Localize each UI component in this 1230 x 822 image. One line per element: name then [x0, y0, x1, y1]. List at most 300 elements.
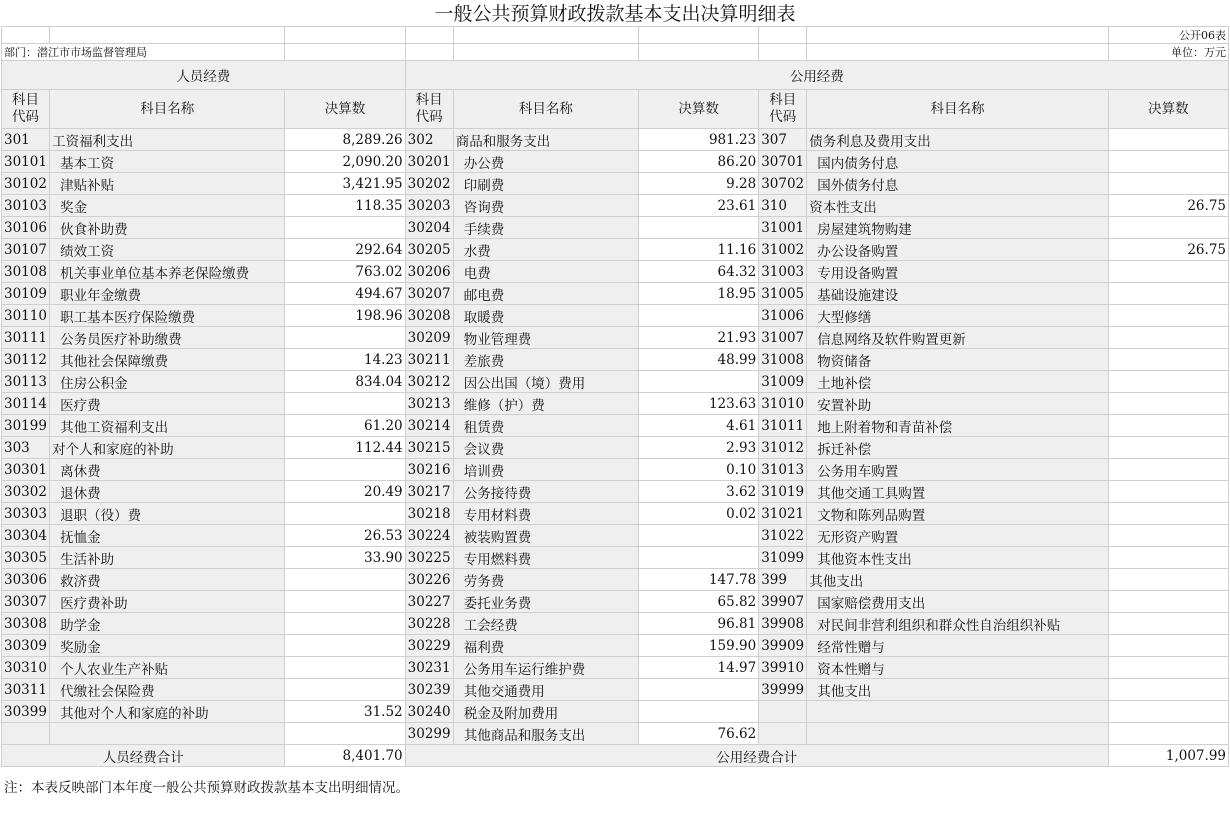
capital-code: 31013 — [759, 459, 807, 481]
personnel-item-name: 基本工资 — [50, 151, 285, 173]
table-row — [2, 217, 1229, 239]
capital-code: 30702 — [759, 173, 807, 195]
goods-amount: 76.62 — [639, 723, 759, 745]
table-row — [2, 305, 1229, 327]
capital-amount — [1108, 547, 1228, 569]
goods-amount: 0.10 — [639, 459, 759, 481]
goods-code: 30225 — [405, 547, 453, 569]
personnel-amount: 763.02 — [285, 261, 405, 283]
capital-item-name: 资本性赠与 — [807, 657, 1108, 679]
goods-item-name: 租赁费 — [453, 415, 638, 437]
goods-item-name: 其他商品和服务支出 — [453, 723, 638, 745]
personnel-amount — [285, 635, 405, 657]
personnel-code: 30303 — [2, 503, 50, 525]
capital-amount — [1108, 305, 1228, 327]
table-row — [2, 393, 1229, 415]
capital-amount — [1108, 437, 1228, 459]
goods-code: 30228 — [405, 613, 453, 635]
amount-column-header: 决算数 — [639, 90, 759, 129]
personnel-item-name: 奖励金 — [50, 635, 285, 657]
capital-code: 31012 — [759, 437, 807, 459]
capital-code: 39908 — [759, 613, 807, 635]
capital-item-name: 房屋建筑物购建 — [807, 217, 1108, 239]
capital-amount — [1108, 591, 1228, 613]
goods-amount: 3.62 — [639, 481, 759, 503]
goods-item-name: 邮电费 — [453, 283, 638, 305]
code-column-header: 科目 代码 — [2, 90, 50, 129]
goods-item-name: 福利费 — [453, 635, 638, 657]
personnel-code: 30106 — [2, 217, 50, 239]
capital-code: 31019 — [759, 481, 807, 503]
goods-amount: 21.93 — [639, 327, 759, 349]
table-row — [2, 503, 1229, 525]
goods-item-name: 差旅费 — [453, 349, 638, 371]
personnel-amount — [285, 657, 405, 679]
personnel-item-name: 其他对个人和家庭的补助 — [50, 701, 285, 723]
capital-amount: 26.75 — [1108, 195, 1228, 217]
table-row — [2, 679, 1229, 701]
capital-amount — [1108, 217, 1228, 239]
table-row — [2, 481, 1229, 503]
table-row — [2, 151, 1229, 173]
goods-item-name: 水费 — [453, 239, 638, 261]
capital-code: 31002 — [759, 239, 807, 261]
capital-item-name: 文物和陈列品购置 — [807, 503, 1108, 525]
goods-item-name: 其他交通费用 — [453, 679, 638, 701]
personnel-code: 30112 — [2, 349, 50, 371]
personnel-code: 30114 — [2, 393, 50, 415]
capital-amount — [1108, 151, 1228, 173]
goods-item-name: 物业管理费 — [453, 327, 638, 349]
personnel-amount: 118.35 — [285, 195, 405, 217]
capital-item-name — [807, 701, 1108, 723]
capital-item-name: 大型修缮 — [807, 305, 1108, 327]
goods-amount: 9.28 — [639, 173, 759, 195]
public-total-label: 公用经费合计 — [405, 745, 1108, 767]
goods-amount: 4.61 — [639, 415, 759, 437]
personnel-code: 30113 — [2, 371, 50, 393]
code-column-header: 科目 代码 — [759, 90, 807, 129]
personnel-code: 30307 — [2, 591, 50, 613]
capital-item-name: 国外债务付息 — [807, 173, 1108, 195]
capital-code: 31011 — [759, 415, 807, 437]
goods-amount: 11.16 — [639, 239, 759, 261]
goods-item-name: 被装购置费 — [453, 525, 638, 547]
capital-amount — [1108, 459, 1228, 481]
personnel-total-label: 人员经费合计 — [2, 745, 285, 767]
personnel-amount: 494.67 — [285, 283, 405, 305]
goods-amount: 14.97 — [639, 657, 759, 679]
personnel-amount — [285, 503, 405, 525]
capital-code: 399 — [759, 569, 807, 591]
personnel-item-name: 其他社会保障缴费 — [50, 349, 285, 371]
capital-code: 31003 — [759, 261, 807, 283]
capital-amount — [1108, 393, 1228, 415]
capital-amount — [1108, 525, 1228, 547]
capital-code: 31007 — [759, 327, 807, 349]
goods-item-name: 公务接待费 — [453, 481, 638, 503]
goods-item-name: 商品和服务支出 — [453, 129, 638, 151]
capital-code: 31021 — [759, 503, 807, 525]
goods-code: 30208 — [405, 305, 453, 327]
capital-item-name: 安置补助 — [807, 393, 1108, 415]
goods-code: 30204 — [405, 217, 453, 239]
capital-amount — [1108, 173, 1228, 195]
capital-amount — [1108, 657, 1228, 679]
form-number: 公开06表 — [1108, 27, 1228, 44]
goods-amount: 23.61 — [639, 195, 759, 217]
personnel-item-name: 奖金 — [50, 195, 285, 217]
capital-code: 31009 — [759, 371, 807, 393]
capital-item-name: 经常性赠与 — [807, 635, 1108, 657]
table-row — [2, 173, 1229, 195]
table-row — [2, 239, 1229, 261]
personnel-code — [2, 723, 50, 745]
personnel-code: 30109 — [2, 283, 50, 305]
goods-amount: 123.63 — [639, 393, 759, 415]
capital-item-name — [807, 723, 1108, 745]
personnel-code: 30308 — [2, 613, 50, 635]
personnel-item-name: 退职（役）费 — [50, 503, 285, 525]
goods-code: 30213 — [405, 393, 453, 415]
capital-item-name: 土地补偿 — [807, 371, 1108, 393]
goods-code: 30207 — [405, 283, 453, 305]
personnel-amount: 33.90 — [285, 547, 405, 569]
personnel-code: 30304 — [2, 525, 50, 547]
capital-amount — [1108, 635, 1228, 657]
capital-item-name: 专用设备购置 — [807, 261, 1108, 283]
personnel-amount: 61.20 — [285, 415, 405, 437]
personnel-total-value: 8,401.70 — [285, 745, 405, 767]
goods-item-name: 咨询费 — [453, 195, 638, 217]
personnel-amount — [285, 591, 405, 613]
personnel-item-name: 抚恤金 — [50, 525, 285, 547]
personnel-code: 30302 — [2, 481, 50, 503]
personnel-section-header: 人员经费 — [2, 61, 406, 90]
personnel-item-name: 助学金 — [50, 613, 285, 635]
goods-amount: 65.82 — [639, 591, 759, 613]
personnel-item-name: 救济费 — [50, 569, 285, 591]
personnel-item-name: 其他工资福利支出 — [50, 415, 285, 437]
personnel-code: 30301 — [2, 459, 50, 481]
table-row — [2, 349, 1229, 371]
personnel-amount: 3,421.95 — [285, 173, 405, 195]
personnel-amount: 198.96 — [285, 305, 405, 327]
goods-item-name: 劳务费 — [453, 569, 638, 591]
unit-label: 单位：万元 — [1108, 44, 1228, 61]
capital-item-name: 债务利息及费用支出 — [807, 129, 1108, 151]
goods-amount — [639, 371, 759, 393]
personnel-item-name: 职工基本医疗保险缴费 — [50, 305, 285, 327]
capital-amount — [1108, 679, 1228, 701]
capital-item-name: 其他支出 — [807, 569, 1108, 591]
table-row — [2, 525, 1229, 547]
name-column-header: 科目名称 — [807, 90, 1108, 129]
personnel-code: 303 — [2, 437, 50, 459]
table-row — [2, 437, 1229, 459]
capital-item-name: 其他交通工具购置 — [807, 481, 1108, 503]
goods-amount — [639, 679, 759, 701]
code-column-header: 科目 代码 — [405, 90, 453, 129]
capital-amount — [1108, 349, 1228, 371]
capital-code: 307 — [759, 129, 807, 151]
personnel-code: 30399 — [2, 701, 50, 723]
name-column-header: 科目名称 — [50, 90, 285, 129]
capital-code: 31010 — [759, 393, 807, 415]
goods-item-name: 会议费 — [453, 437, 638, 459]
capital-item-name: 地上附着物和青苗补偿 — [807, 415, 1108, 437]
goods-item-name: 委托业务费 — [453, 591, 638, 613]
goods-code: 30231 — [405, 657, 453, 679]
capital-item-name: 国内债务付息 — [807, 151, 1108, 173]
goods-code: 30211 — [405, 349, 453, 371]
capital-amount — [1108, 569, 1228, 591]
table-row — [2, 371, 1229, 393]
goods-amount: 86.20 — [639, 151, 759, 173]
goods-amount: 981.23 — [639, 129, 759, 151]
personnel-code: 30107 — [2, 239, 50, 261]
personnel-code: 30103 — [2, 195, 50, 217]
goods-item-name: 维修（护）费 — [453, 393, 638, 415]
table-row — [2, 415, 1229, 437]
personnel-amount: 834.04 — [285, 371, 405, 393]
capital-code: 31008 — [759, 349, 807, 371]
goods-amount — [639, 217, 759, 239]
personnel-code: 30111 — [2, 327, 50, 349]
personnel-item-name: 工资福利支出 — [50, 129, 285, 151]
goods-item-name: 印刷费 — [453, 173, 638, 195]
capital-amount — [1108, 371, 1228, 393]
goods-item-name: 工会经费 — [453, 613, 638, 635]
goods-code: 30240 — [405, 701, 453, 723]
capital-amount: 26.75 — [1108, 239, 1228, 261]
capital-amount — [1108, 701, 1228, 723]
name-column-header: 科目名称 — [453, 90, 638, 129]
personnel-item-name — [50, 723, 285, 745]
goods-item-name: 培训费 — [453, 459, 638, 481]
capital-code: 31022 — [759, 525, 807, 547]
personnel-code: 30306 — [2, 569, 50, 591]
personnel-amount: 292.64 — [285, 239, 405, 261]
department-label: 部门：潜江市市场监督管理局 — [2, 44, 285, 61]
table-row — [2, 129, 1229, 151]
table-row — [2, 547, 1229, 569]
personnel-code: 30311 — [2, 679, 50, 701]
public-total-value: 1,007.99 — [1108, 745, 1228, 767]
table-row — [2, 283, 1229, 305]
expenditure-table — [1, 26, 1229, 767]
goods-code: 30215 — [405, 437, 453, 459]
personnel-item-name: 对个人和家庭的补助 — [50, 437, 285, 459]
capital-item-name: 其他支出 — [807, 679, 1108, 701]
personnel-code: 30110 — [2, 305, 50, 327]
personnel-amount — [285, 723, 405, 745]
goods-code: 30216 — [405, 459, 453, 481]
goods-item-name: 税金及附加费用 — [453, 701, 638, 723]
goods-amount: 96.81 — [639, 613, 759, 635]
goods-code: 30299 — [405, 723, 453, 745]
personnel-item-name: 医疗费补助 — [50, 591, 285, 613]
capital-item-name: 无形资产购置 — [807, 525, 1108, 547]
table-row — [2, 701, 1229, 723]
goods-code: 30203 — [405, 195, 453, 217]
goods-amount: 2.93 — [639, 437, 759, 459]
goods-amount: 147.78 — [639, 569, 759, 591]
personnel-amount — [285, 613, 405, 635]
personnel-item-name: 伙食补助费 — [50, 217, 285, 239]
capital-item-name: 国家赔偿费用支出 — [807, 591, 1108, 613]
personnel-code: 30199 — [2, 415, 50, 437]
goods-code: 30218 — [405, 503, 453, 525]
capital-code: 39999 — [759, 679, 807, 701]
personnel-code: 30305 — [2, 547, 50, 569]
goods-code: 30206 — [405, 261, 453, 283]
capital-item-name: 公务用车购置 — [807, 459, 1108, 481]
goods-amount — [639, 525, 759, 547]
table-row — [2, 569, 1229, 591]
goods-code: 30201 — [405, 151, 453, 173]
capital-code: 30701 — [759, 151, 807, 173]
goods-item-name: 专用燃料费 — [453, 547, 638, 569]
personnel-item-name: 住房公积金 — [50, 371, 285, 393]
goods-amount: 48.99 — [639, 349, 759, 371]
table-row — [2, 195, 1229, 217]
public-section-header: 公用经费 — [405, 61, 1228, 90]
personnel-item-name: 机关事业单位基本养老保险缴费 — [50, 261, 285, 283]
personnel-amount: 8,289.26 — [285, 129, 405, 151]
capital-item-name: 其他资本性支出 — [807, 547, 1108, 569]
capital-code: 31005 — [759, 283, 807, 305]
personnel-item-name: 生活补助 — [50, 547, 285, 569]
personnel-amount — [285, 679, 405, 701]
capital-code: 31001 — [759, 217, 807, 239]
personnel-amount: 2,090.20 — [285, 151, 405, 173]
personnel-item-name: 离休费 — [50, 459, 285, 481]
capital-item-name: 基础设施建设 — [807, 283, 1108, 305]
capital-item-name: 资本性支出 — [807, 195, 1108, 217]
goods-amount — [639, 547, 759, 569]
goods-code: 30229 — [405, 635, 453, 657]
goods-code: 30217 — [405, 481, 453, 503]
goods-code: 30205 — [405, 239, 453, 261]
capital-amount — [1108, 481, 1228, 503]
table-row — [2, 723, 1229, 745]
capital-amount — [1108, 415, 1228, 437]
goods-item-name: 办公费 — [453, 151, 638, 173]
personnel-amount: 14.23 — [285, 349, 405, 371]
capital-code — [759, 723, 807, 745]
personnel-item-name: 公务员医疗补助缴费 — [50, 327, 285, 349]
capital-amount — [1108, 503, 1228, 525]
amount-column-header: 决算数 — [1108, 90, 1228, 129]
goods-code: 30224 — [405, 525, 453, 547]
personnel-amount — [285, 459, 405, 481]
goods-code: 302 — [405, 129, 453, 151]
personnel-item-name: 职业年金缴费 — [50, 283, 285, 305]
capital-amount — [1108, 129, 1228, 151]
capital-item-name: 办公设备购置 — [807, 239, 1108, 261]
goods-code: 30209 — [405, 327, 453, 349]
goods-item-name: 专用材料费 — [453, 503, 638, 525]
capital-code: 31006 — [759, 305, 807, 327]
capital-amount — [1108, 327, 1228, 349]
personnel-code: 301 — [2, 129, 50, 151]
report-title: 一般公共预算财政拨款基本支出决算明细表 — [434, 3, 796, 25]
goods-item-name: 手续费 — [453, 217, 638, 239]
capital-code — [759, 701, 807, 723]
goods-code: 30226 — [405, 569, 453, 591]
capital-code: 39910 — [759, 657, 807, 679]
personnel-code: 30102 — [2, 173, 50, 195]
table-row — [2, 261, 1229, 283]
table-row — [2, 635, 1229, 657]
capital-code: 310 — [759, 195, 807, 217]
goods-amount — [639, 701, 759, 723]
goods-item-name: 公务用车运行维护费 — [453, 657, 638, 679]
totals-row — [2, 745, 1229, 767]
personnel-amount — [285, 393, 405, 415]
goods-amount: 159.90 — [639, 635, 759, 657]
capital-code: 39907 — [759, 591, 807, 613]
capital-item-name: 拆迁补偿 — [807, 437, 1108, 459]
goods-code: 30202 — [405, 173, 453, 195]
personnel-amount — [285, 217, 405, 239]
capital-code: 39909 — [759, 635, 807, 657]
capital-item-name: 对民间非营利组织和群众性自治组织补贴 — [807, 613, 1108, 635]
personnel-amount: 26.53 — [285, 525, 405, 547]
personnel-code: 30309 — [2, 635, 50, 657]
capital-item-name: 物资储备 — [807, 349, 1108, 371]
table-row — [2, 459, 1229, 481]
personnel-item-name: 医疗费 — [50, 393, 285, 415]
goods-code: 30214 — [405, 415, 453, 437]
table-row — [2, 327, 1229, 349]
capital-amount — [1108, 283, 1228, 305]
capital-code: 31099 — [759, 547, 807, 569]
personnel-amount: 20.49 — [285, 481, 405, 503]
table-row — [2, 591, 1229, 613]
personnel-amount: 31.52 — [285, 701, 405, 723]
personnel-code: 30101 — [2, 151, 50, 173]
goods-item-name: 电费 — [453, 261, 638, 283]
goods-amount: 64.32 — [639, 261, 759, 283]
table-note: 注：本表反映部门本年度一般公共预算财政拨款基本支出明细情况。 — [4, 780, 409, 796]
amount-column-header: 决算数 — [285, 90, 405, 129]
table-row — [2, 657, 1229, 679]
personnel-item-name: 津贴补贴 — [50, 173, 285, 195]
personnel-code: 30108 — [2, 261, 50, 283]
goods-amount — [639, 305, 759, 327]
goods-code: 30239 — [405, 679, 453, 701]
personnel-item-name: 代缴社会保险费 — [50, 679, 285, 701]
personnel-amount — [285, 569, 405, 591]
goods-item-name: 取暖费 — [453, 305, 638, 327]
capital-amount — [1108, 613, 1228, 635]
capital-amount — [1108, 723, 1228, 745]
table-row — [2, 613, 1229, 635]
personnel-amount: 112.44 — [285, 437, 405, 459]
capital-amount — [1108, 261, 1228, 283]
personnel-item-name: 退休费 — [50, 481, 285, 503]
goods-amount: 0.02 — [639, 503, 759, 525]
personnel-item-name: 个人农业生产补贴 — [50, 657, 285, 679]
goods-item-name: 因公出国（境）费用 — [453, 371, 638, 393]
goods-code: 30227 — [405, 591, 453, 613]
goods-code: 30212 — [405, 371, 453, 393]
capital-item-name: 信息网络及软件购置更新 — [807, 327, 1108, 349]
personnel-code: 30310 — [2, 657, 50, 679]
personnel-amount — [285, 327, 405, 349]
